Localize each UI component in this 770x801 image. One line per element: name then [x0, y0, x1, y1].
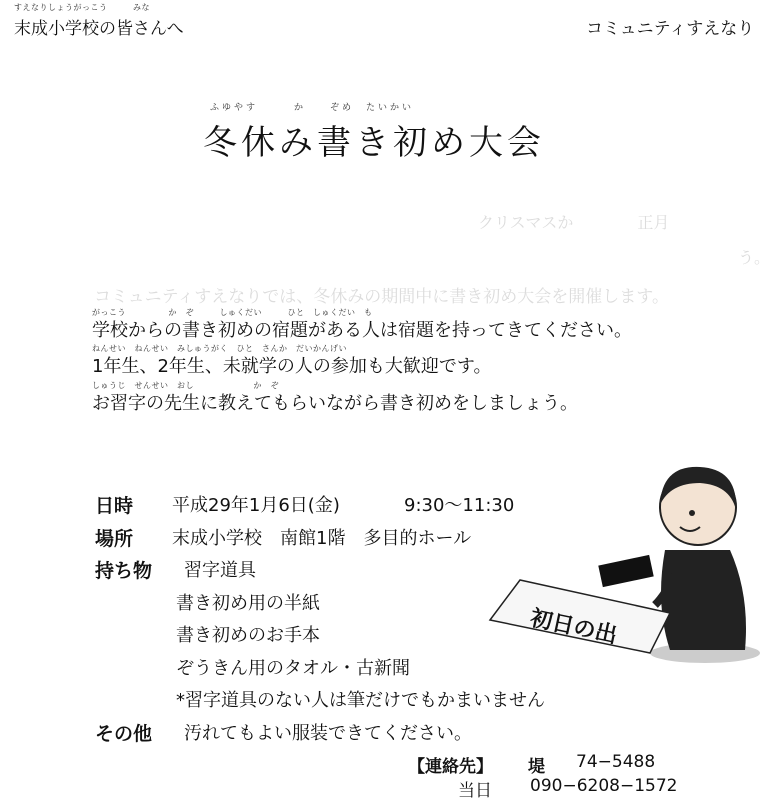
page-title: 冬休み書き初め大会	[203, 123, 545, 163]
item-3: 書き初めのお手本	[176, 625, 320, 646]
date-label: 日時	[95, 495, 134, 517]
intro-ruby-2: ねんせい ねんせい みしゅうがく ひと さんか だいかんげい	[92, 344, 347, 353]
other-value: 汚れてもよい服装できてください。	[184, 723, 472, 744]
day-label: 当日	[458, 781, 492, 801]
inkstone-shape	[598, 555, 653, 587]
intro-ruby-1: がっこう か ぞ しゅくだい ひと しゅくだい も	[92, 308, 373, 317]
contact-phone: 74−5488	[576, 752, 656, 772]
place-value: 末成小学校 南館1階 多目的ホール	[172, 528, 472, 549]
intro-line-2: 1年生、2年生、未就学の人の参加も大歓迎です。	[92, 356, 492, 377]
faded-line-3: う。	[738, 248, 770, 267]
eye-shape	[689, 510, 695, 516]
item-1: 習字道具	[184, 560, 256, 581]
calligraphy-child-illustration	[480, 455, 760, 675]
intro-ruby-3: しゅうじ せんせい おし か ぞ	[92, 381, 279, 390]
other-label: その他	[95, 723, 153, 745]
date-value: 平成29年1月6日(金)	[172, 495, 340, 516]
item-2: 書き初め用の半紙	[176, 593, 320, 614]
body-shape	[661, 550, 746, 650]
recipient-line: 末成小学校の皆さんへ	[14, 19, 184, 39]
items-label: 持ち物	[95, 560, 153, 582]
organizer-name: コミュニティすえなり	[586, 19, 755, 39]
title-ruby: ふゆやす か ぞめ たいかい	[210, 103, 415, 113]
item-note: *習字道具のない人は筆だけでもかまいません	[176, 690, 545, 711]
faded-line-2: コミュニティすえなりでは、冬休みの期間中に書き初め大会を開催します。	[94, 287, 669, 307]
recipient-ruby: すえなりしょうがっこう みな	[14, 3, 150, 12]
place-label: 場所	[95, 528, 134, 550]
time-value: 9:30〜11:30	[404, 495, 515, 516]
contact-name: 堤	[528, 757, 545, 777]
intro-line-3: お習字の先生に教えてもらいながら書き初めをしましょう。	[92, 393, 578, 414]
contact-label: 【連絡先】	[408, 757, 493, 777]
day-phone: 090−6208−1572	[530, 776, 678, 796]
scroll-text: 初日の出	[527, 605, 620, 649]
item-4: ぞうきん用のタオル・古新聞	[176, 658, 410, 679]
faded-line-1: クリスマスか 正月	[478, 213, 670, 232]
intro-line-1: 学校からの書き初めの宿題がある人は宿題を持ってきてください。	[92, 320, 632, 341]
